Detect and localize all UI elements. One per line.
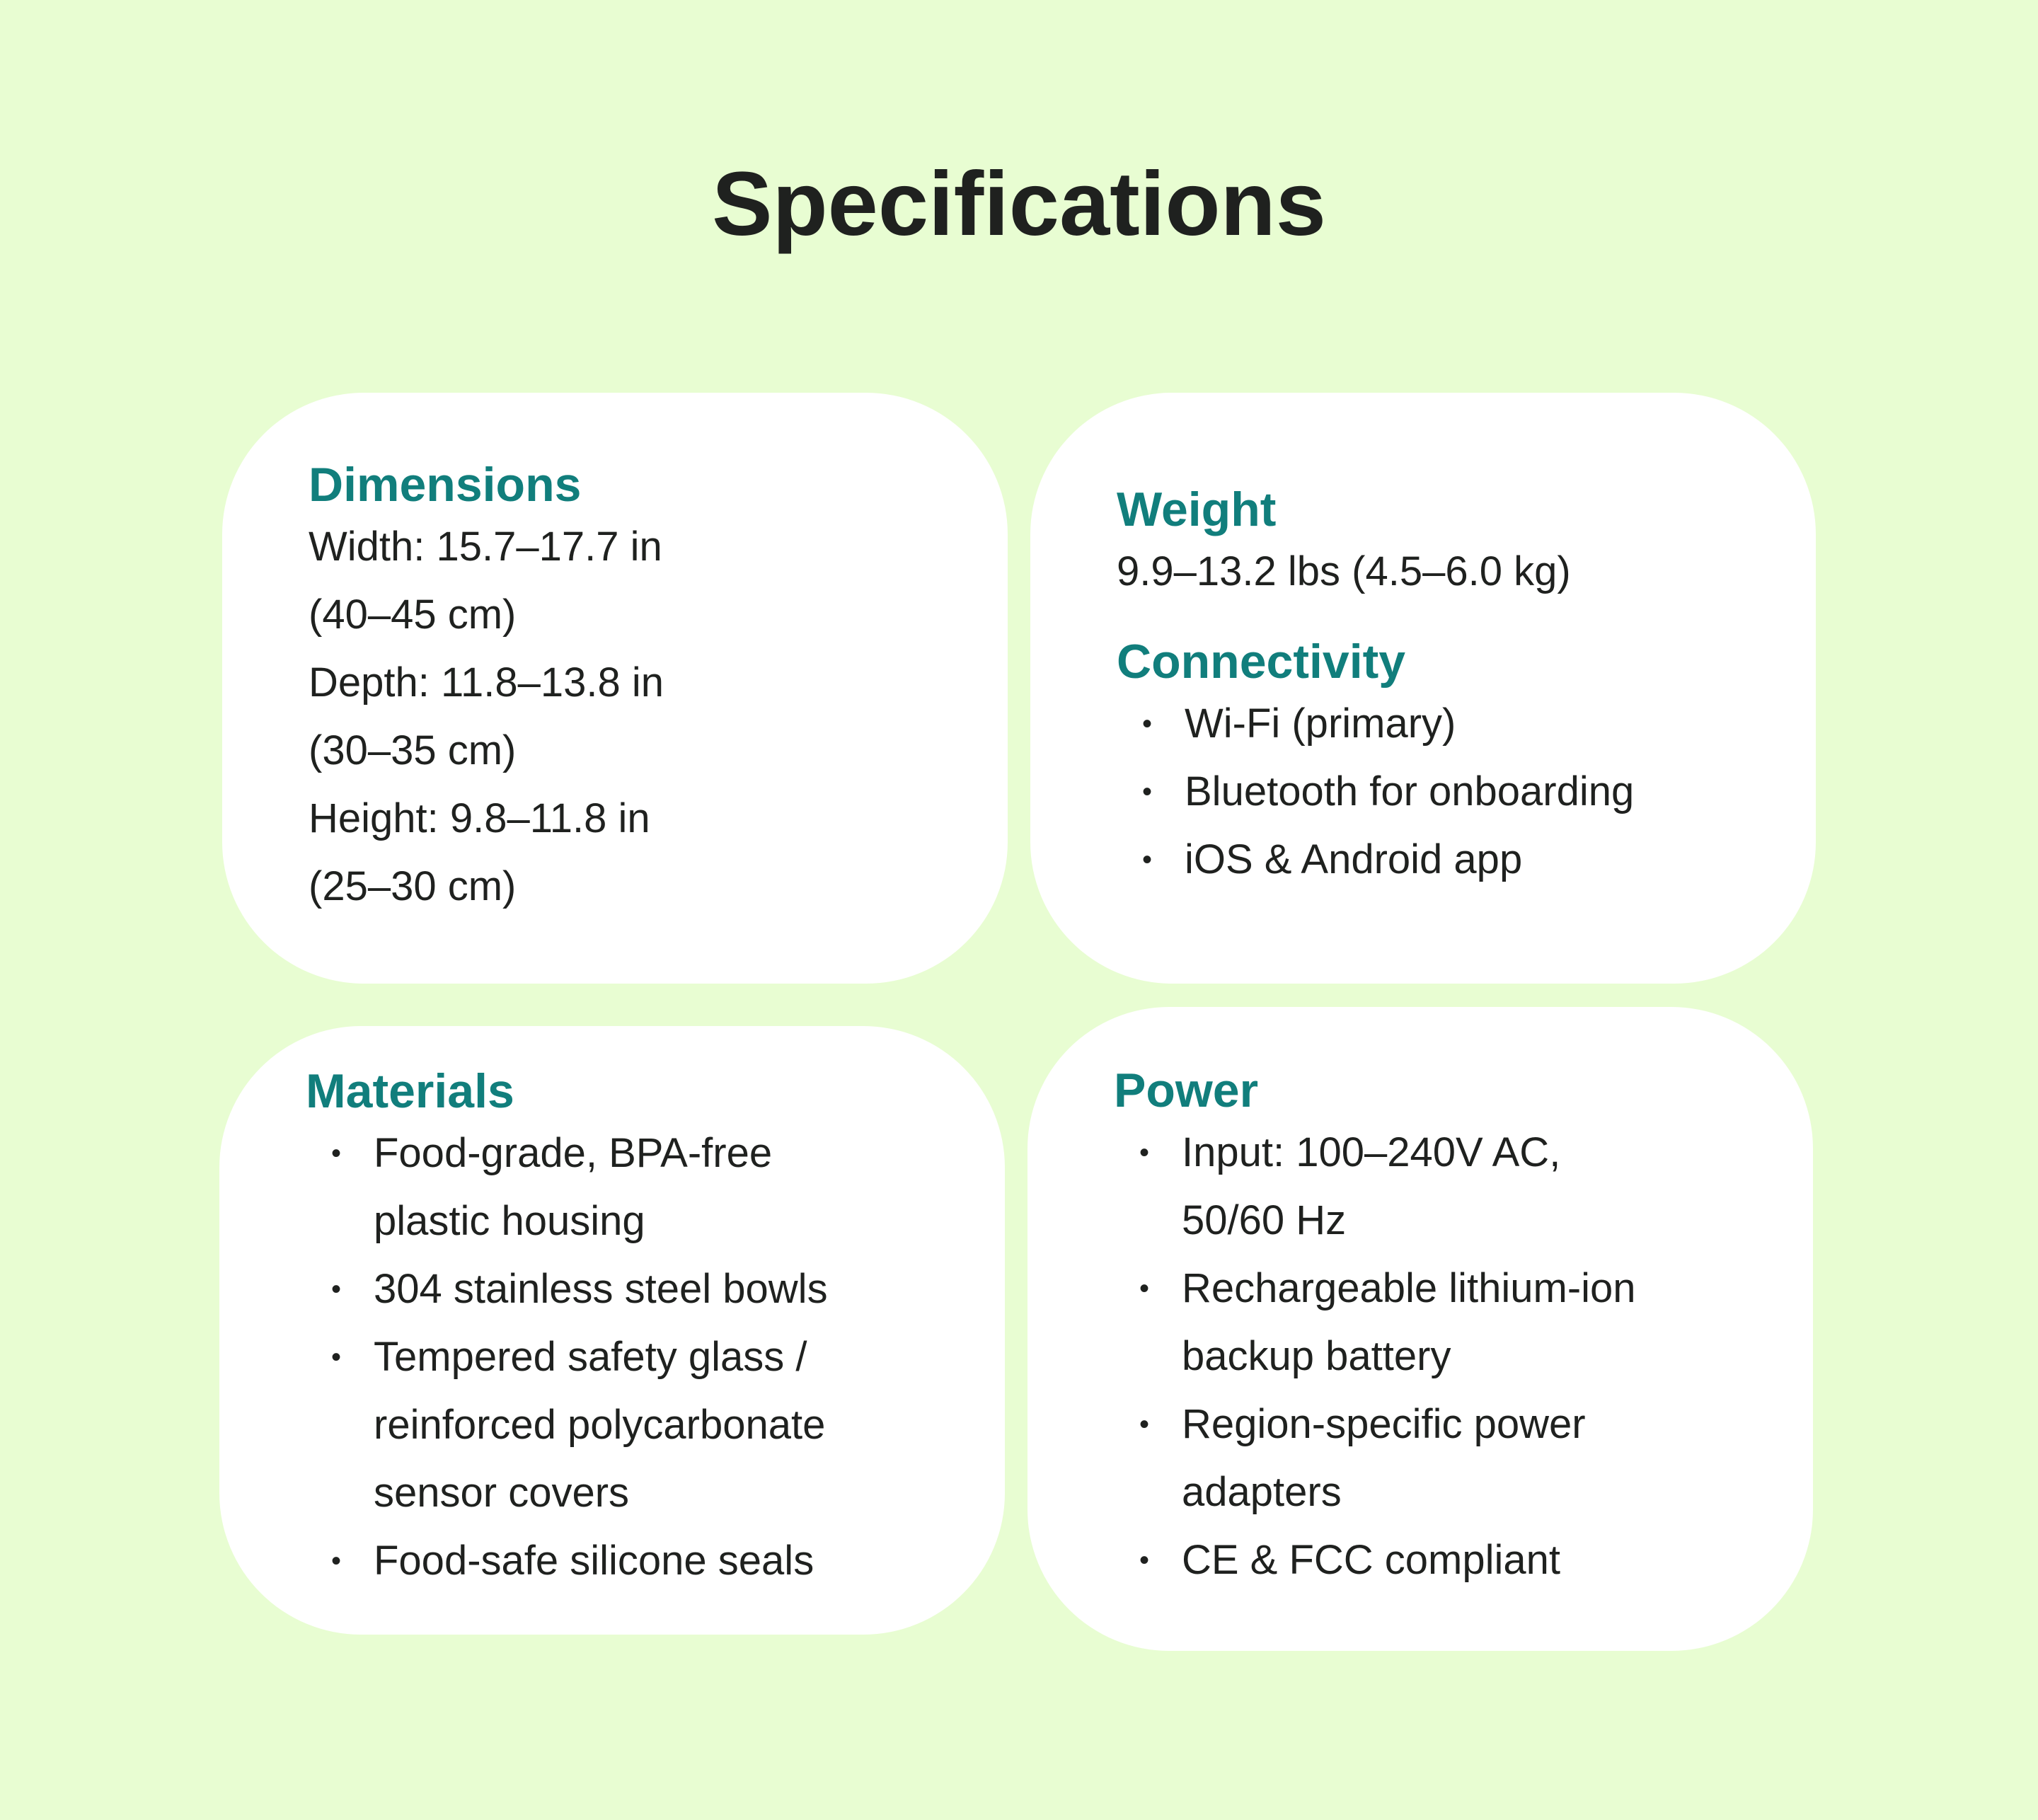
bullet-icon: • bbox=[1142, 708, 1153, 739]
bullet-icon: • bbox=[331, 1545, 342, 1577]
list-item bbox=[306, 1323, 828, 1527]
bullet-icon: • bbox=[1139, 1273, 1150, 1304]
list-item bbox=[306, 1119, 828, 1255]
dimensions-line: Width: 15.7–17.7 in bbox=[309, 524, 662, 570]
list-item-text: sensor covers bbox=[374, 1470, 630, 1516]
weight-section bbox=[1117, 481, 1571, 606]
list-item-text: Food-grade, BPA-free bbox=[374, 1130, 773, 1176]
bullet-icon: • bbox=[1139, 1545, 1150, 1576]
bullet-icon: • bbox=[331, 1342, 342, 1373]
connectivity-title: Connectivity bbox=[1117, 635, 1406, 689]
list-item-text: 50/60 Hz bbox=[1182, 1197, 1347, 1243]
list-item-text: plastic housing bbox=[374, 1198, 645, 1244]
power-section bbox=[1114, 1062, 1636, 1594]
dimensions-title: Dimensions bbox=[309, 458, 582, 512]
list-item bbox=[306, 1527, 828, 1595]
list-item-text: Region-specific power bbox=[1182, 1401, 1586, 1447]
connectivity-list bbox=[1117, 690, 1634, 894]
list-item-text: backup battery bbox=[1182, 1333, 1451, 1379]
list-item bbox=[1117, 690, 1634, 758]
bullet-icon: • bbox=[1139, 1137, 1150, 1168]
bullet-icon: • bbox=[1142, 776, 1153, 807]
bullet-icon: • bbox=[331, 1138, 342, 1169]
materials-title: Materials bbox=[306, 1064, 514, 1118]
dimensions-card bbox=[222, 393, 1008, 984]
list-item bbox=[1114, 1255, 1636, 1390]
list-item-text: Input: 100–240V AC, bbox=[1182, 1129, 1561, 1175]
bullet-icon: • bbox=[331, 1274, 342, 1305]
list-item bbox=[1117, 826, 1634, 894]
dimensions-line: Depth: 11.8–13.8 in bbox=[309, 660, 664, 705]
list-item-text: CE & FCC compliant bbox=[1182, 1537, 1561, 1583]
list-item bbox=[1117, 758, 1634, 826]
weight-title: Weight bbox=[1117, 483, 1277, 536]
list-item-text: reinforced polycarbonate bbox=[374, 1402, 826, 1448]
list-item-text: Wi-Fi (primary) bbox=[1185, 701, 1456, 747]
list-item-text: Tempered safety glass / bbox=[374, 1334, 807, 1380]
power-title: Power bbox=[1114, 1064, 1259, 1117]
list-item-text: Bluetooth for onboarding bbox=[1185, 768, 1635, 814]
list-item bbox=[306, 1255, 828, 1323]
list-item-text: Rechargeable lithium-ion bbox=[1182, 1265, 1636, 1311]
weight-value: 9.9–13.2 lbs (4.5–6.0 kg) bbox=[1117, 548, 1571, 594]
page-title: Specifications bbox=[712, 154, 1326, 255]
dimensions-line: Height: 9.8–11.8 in bbox=[309, 795, 650, 841]
connectivity-section bbox=[1117, 633, 1634, 894]
list-item-text: 304 stainless steel bowls bbox=[374, 1266, 828, 1312]
dimensions-section bbox=[309, 456, 664, 921]
list-item bbox=[1114, 1526, 1636, 1594]
power-card bbox=[1027, 1007, 1813, 1651]
dimensions-line: (30–35 cm) bbox=[309, 727, 517, 773]
list-item-text: adapters bbox=[1182, 1469, 1342, 1515]
dimensions-line: (25–30 cm) bbox=[309, 863, 517, 909]
list-item-text: iOS & Android app bbox=[1185, 836, 1523, 882]
bullet-icon: • bbox=[1139, 1409, 1150, 1440]
bullet-icon: • bbox=[1142, 844, 1153, 875]
dimensions-line: (40–45 cm) bbox=[309, 592, 517, 638]
list-item bbox=[1114, 1119, 1636, 1255]
materials-list bbox=[306, 1119, 828, 1595]
materials-card bbox=[219, 1026, 1005, 1635]
power-list bbox=[1114, 1119, 1636, 1594]
weight-connectivity-card bbox=[1030, 393, 1816, 984]
materials-section bbox=[306, 1063, 828, 1595]
list-item-text: Food-safe silicone seals bbox=[374, 1538, 814, 1584]
list-item bbox=[1114, 1390, 1636, 1526]
